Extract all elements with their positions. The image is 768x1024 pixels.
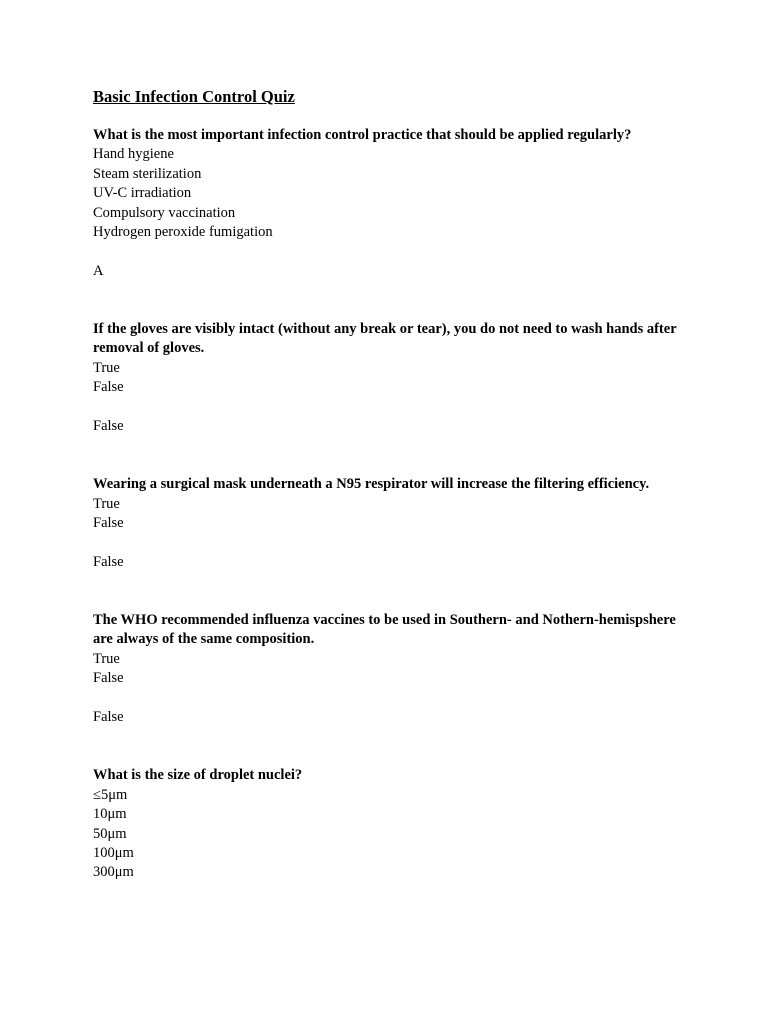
answer-option: Compulsory vaccination	[93, 204, 236, 221]
question-block	[93, 126, 693, 281]
answer-option: False	[93, 670, 124, 687]
question-list	[93, 126, 693, 883]
option-list	[93, 650, 693, 689]
question-text: If the gloves are visibly intact (without any break or tear), you do not need to wash hands after removal of gloves.	[93, 321, 677, 357]
question-text: The WHO recommended influenza vaccines to be used in Southern- and Nothern-hemispshere are always of the same composition.	[93, 612, 676, 648]
correct-answer: False	[93, 418, 124, 435]
answer-option: 300μm	[93, 864, 134, 881]
answer-option: Hydrogen peroxide fumigation	[93, 224, 273, 241]
answer-option: False	[93, 515, 124, 532]
question-block	[93, 766, 693, 882]
answer-option: Steam sterilization	[93, 165, 202, 182]
question-text: Wearing a surgical mask underneath a N95 respirator will increase the filtering efficiency.	[93, 476, 650, 493]
correct-answer: False	[93, 553, 124, 570]
answer-option: True	[93, 495, 120, 512]
question-text: What is the size of droplet nuclei?	[93, 767, 303, 784]
correct-answer: False	[93, 709, 124, 726]
question-block	[93, 320, 693, 436]
option-list	[93, 495, 693, 534]
answer-option: 50μm	[93, 825, 127, 842]
question-block	[93, 611, 693, 727]
question-spacer	[93, 436, 693, 475]
answer-option: True	[93, 650, 120, 667]
answer-option: ≤5μm	[93, 786, 128, 803]
question-block	[93, 475, 693, 572]
answer-option: 100μm	[93, 844, 134, 861]
answer-option: False	[93, 379, 124, 396]
question-spacer	[93, 727, 693, 766]
document-page	[93, 86, 693, 883]
document-title: Basic Infection Control Quiz	[93, 87, 295, 106]
answer-option: Hand hygiene	[93, 146, 174, 163]
correct-answer: A	[93, 262, 104, 279]
answer-option: True	[93, 359, 120, 376]
question-spacer	[93, 281, 693, 320]
option-list	[93, 359, 693, 398]
answer-option: UV-C irradiation	[93, 185, 192, 202]
option-list	[93, 145, 693, 242]
answer-option: 10μm	[93, 806, 127, 823]
option-list	[93, 786, 693, 883]
question-spacer	[93, 572, 693, 611]
question-text: What is the most important infection control practice that should be applied regularly?	[93, 127, 632, 143]
